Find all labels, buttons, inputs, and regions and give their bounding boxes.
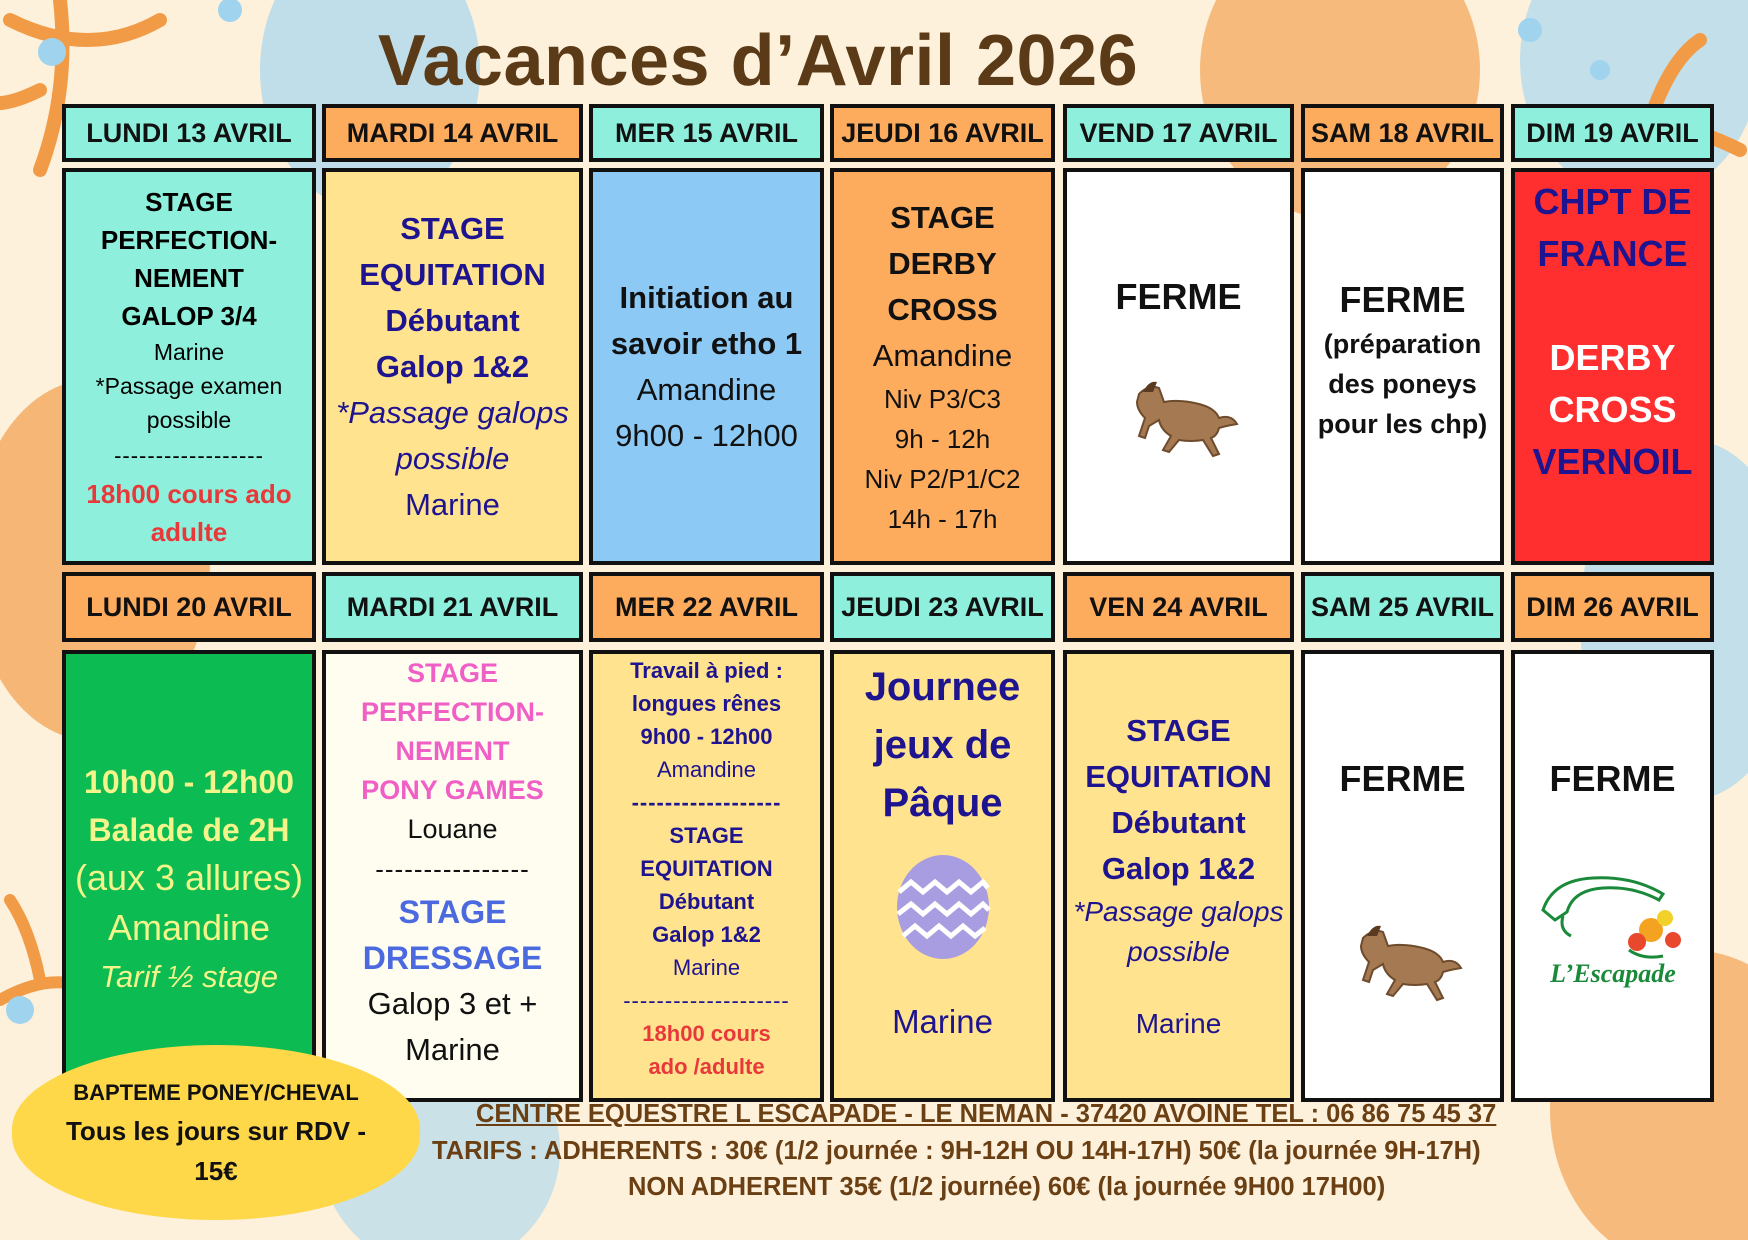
day-header-mardi-21: MARDI 21 AVRIL [322, 572, 583, 642]
cell-line: EQUITATION [640, 856, 773, 881]
cell-line: FRANCE [1537, 233, 1688, 274]
day-header-sam-18: SAM 18 AVRIL [1301, 104, 1504, 162]
cell-mardi-14 [322, 168, 583, 565]
cell-mer-15 [589, 168, 824, 565]
cell-line: Niv P3/C3 [883, 383, 1002, 414]
cell-line: NEMENT [395, 736, 510, 766]
cell-line: STAGE [145, 186, 233, 217]
cell-sam-25 [1301, 650, 1504, 1102]
day-header-lundi-20: LUNDI 20 AVRIL [62, 572, 316, 642]
cell-line: Débutant [1111, 805, 1246, 840]
day-header-dim-26: DIM 26 AVRIL [1511, 572, 1714, 642]
cell-line: adulte [150, 516, 228, 547]
cell-line: PONY GAMES [361, 775, 544, 805]
cell-jeudi-23 [830, 650, 1055, 1102]
cell-line: PERFECTION- [360, 697, 544, 727]
cell-line: savoir etho 1 [610, 325, 803, 361]
horse-icon [1119, 366, 1239, 461]
cell-sam-18 [1301, 168, 1504, 565]
cell-line: Journee [864, 665, 1021, 709]
escapade-logo [1533, 860, 1693, 990]
cell-line: Niv P2/P1/C2 [864, 463, 1021, 494]
cell-line: VERNOIL [1532, 441, 1693, 482]
cell-line: DRESSAGE [362, 940, 543, 976]
day-header-ven-24: VEN 24 AVRIL [1063, 572, 1294, 642]
cell-line: CROSS [1548, 389, 1677, 430]
bapteme-title: BAPTEME PONEY/CHEVAL [73, 1079, 359, 1105]
cell-line: 18h00 cours ado [86, 478, 292, 509]
cell-line: Amandine [872, 337, 1013, 373]
page-title: Vacances d’Avril 2026 [377, 21, 1139, 101]
day-header-mer-15: MER 15 AVRIL [589, 104, 824, 162]
separator: ------------------ [114, 442, 264, 468]
cell-line: (préparation [1323, 329, 1482, 359]
cell-line: Amandine [656, 757, 757, 782]
day-header-vend-17: VEND 17 AVRIL [1063, 104, 1294, 162]
cell-line: *Passage galops [1073, 896, 1284, 927]
cell-line: DERBY [888, 245, 997, 281]
cell-line: (aux 3 allures) [74, 857, 304, 898]
bapteme-bubble [12, 1045, 420, 1220]
cell-lundi-13 [62, 168, 316, 565]
footer-tarifs: TARIFS : ADHERENTS : 30€ (1/2 journée : 9H-12H OU 14H-17H) 50€ (la journée 9H-17H) [432, 1137, 1481, 1165]
separator: -------------------- [623, 988, 790, 1013]
cell-line: 9h00 - 12h00 [640, 724, 773, 749]
cell-line: STAGE [890, 199, 995, 235]
cell-line: CROSS [887, 291, 998, 327]
bapteme-price: 15€ [194, 1155, 238, 1186]
cell-line: Débutant [385, 302, 520, 338]
cell-line: Galop 1&2 [1101, 851, 1256, 886]
cell-line: STAGE [406, 658, 498, 688]
cell-line: PERFECTION- [100, 224, 278, 255]
cell-line: Louane [407, 814, 498, 844]
cell-line: Marine [153, 338, 225, 365]
cell-line: Tarif ½ stage [99, 959, 279, 994]
cell-line: FERME [1549, 758, 1676, 799]
cell-line: Galop 3 et + [367, 986, 538, 1021]
cell-line: FERME [1339, 279, 1466, 320]
cell-line: Marine [1135, 1008, 1222, 1039]
cell-line: STAGE [398, 894, 507, 930]
cell-line: *Passage examen [95, 372, 283, 399]
cell-line: possible [146, 406, 232, 433]
cell-line: Pâque [882, 781, 1003, 825]
cell-line: CHPT DE [1533, 181, 1692, 222]
cell-mer-22 [589, 650, 824, 1102]
cell-line: pour les chp) [1317, 409, 1488, 439]
cell-line: FERME [1339, 758, 1466, 799]
footer-address: CENTRE EQUESTRE L ESCAPADE - LE NEMAN - 37420 AVOINE TEL : 06 86 75 45 37 [476, 1100, 1497, 1128]
cell-line: Marine [892, 1003, 993, 1040]
cell-line: jeux de [873, 723, 1012, 767]
cell-dim-19 [1511, 168, 1714, 565]
cell-line: STAGE [669, 823, 744, 848]
cell-line: Amandine [636, 371, 777, 407]
easter-egg-icon [893, 852, 993, 962]
cell-line: Galop 1&2 [375, 348, 530, 384]
cell-line: Initiation au [619, 279, 794, 315]
cell-line: EQUITATION [1085, 759, 1272, 794]
day-header-mer-22: MER 22 AVRIL [589, 572, 824, 642]
cell-line: 9h00 - 12h00 [615, 417, 798, 453]
cell-dim-26 [1511, 650, 1714, 1102]
cell-line: Travail à pied : [630, 658, 783, 683]
bapteme-line: Tous les jours sur RDV - [65, 1115, 366, 1146]
cell-line: FERME [1115, 276, 1242, 317]
cell-line: possible [395, 440, 510, 476]
cell-line: *Passage galops [336, 394, 569, 430]
day-header-dim-19: DIM 19 AVRIL [1511, 104, 1714, 162]
logo-text: L’Escapade [1549, 959, 1676, 988]
cell-line: Balade de 2H [88, 812, 290, 848]
cell-line: Marine [405, 486, 500, 522]
cell-line: longues rênes [631, 691, 782, 716]
cell-line: 10h00 - 12h00 [84, 764, 294, 800]
footer-non-adherent: NON ADHERENT 35€ (1/2 journée) 60€ (la journée 9H00 17H00) [628, 1173, 1386, 1201]
cell-line: STAGE [400, 210, 505, 246]
day-header-jeudi-23: JEUDI 23 AVRIL [830, 572, 1055, 642]
cell-line: 9h - 12h [894, 423, 991, 454]
cell-line: ado /adulte [648, 1054, 765, 1079]
cell-jeudi-16 [830, 168, 1055, 565]
horse-icon [1343, 910, 1463, 1005]
cell-line: STAGE [1126, 713, 1231, 748]
day-header-sam-25: SAM 25 AVRIL [1301, 572, 1504, 642]
cell-line: EQUITATION [359, 256, 546, 292]
cell-line: Marine [405, 1032, 500, 1067]
separator: ---------------- [375, 854, 530, 884]
cell-line: Débutant [658, 889, 755, 914]
cell-line: possible [1127, 936, 1230, 967]
cell-line: Marine [672, 955, 741, 980]
cell-lundi-20 [62, 650, 316, 1102]
cell-vend-17 [1063, 168, 1294, 565]
cell-line: 18h00 cours [642, 1021, 771, 1046]
cell-line: Amandine [107, 907, 271, 948]
cell-line: des poneys [1328, 369, 1477, 399]
cell-mardi-21 [322, 650, 583, 1102]
day-header-mardi-14: MARDI 14 AVRIL [322, 104, 583, 162]
separator: ------------------ [631, 790, 782, 815]
cell-line: 14h - 17h [887, 503, 998, 534]
cell-line: DERBY [1549, 337, 1676, 378]
day-header-jeudi-16: JEUDI 16 AVRIL [830, 104, 1055, 162]
day-header-lundi-13: LUNDI 13 AVRIL [62, 104, 316, 162]
cell-line: GALOP 3/4 [121, 300, 257, 331]
cell-line: Galop 1&2 [652, 922, 761, 947]
cell-line: NEMENT [134, 262, 244, 293]
cell-ven-24 [1063, 650, 1294, 1102]
